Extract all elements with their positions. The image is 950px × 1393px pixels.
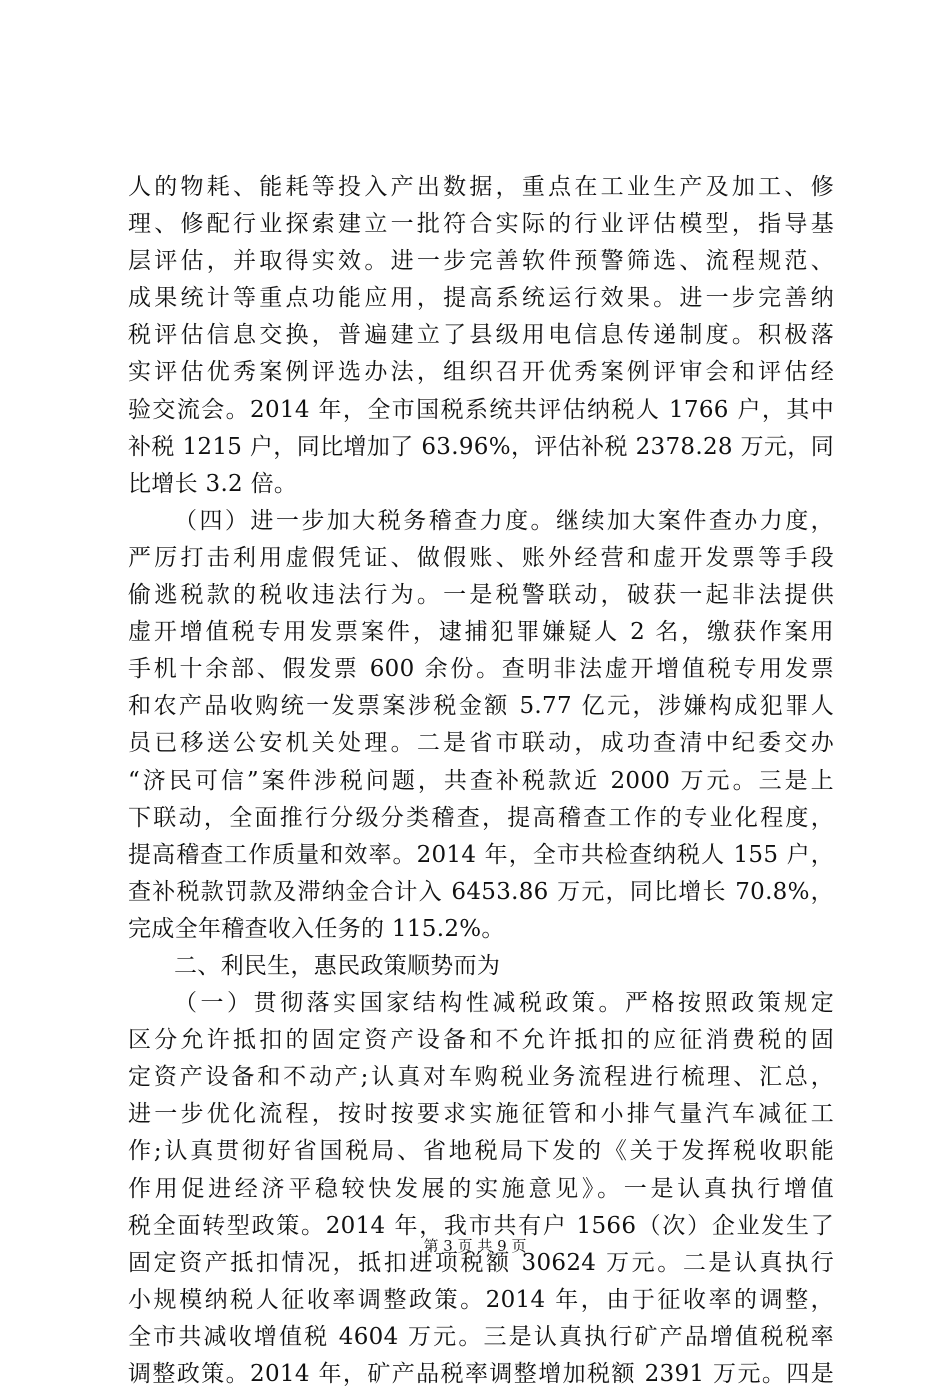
body-line: 验交流会。2014 年，全市国税系统共评估纳税人 1766 户，其中	[128, 396, 834, 423]
body-line: 比增长 3.2 倍。	[128, 470, 298, 497]
body-line: 作;认真贯彻好省国税局、省地税局下发的《关于发挥税收职能	[128, 1138, 834, 1165]
body-line: 严厉打击利用虚假凭证、做假账、账外经营和虚开发票等手段	[128, 544, 834, 571]
body-line: 作用促进经济平稳较快发展的实施意见》。一是认真执行增值	[128, 1175, 834, 1202]
body-line: 税评估信息交换，普遍建立了县级用电信息传递制度。积极落	[128, 322, 834, 349]
body-line: 小规模纳税人征收率调整政策。2014 年，由于征收率的调整，	[128, 1286, 834, 1313]
page-number: 第 3 页 共 9 页	[423, 1237, 527, 1255]
chapter-heading: 二、利民生，惠民政策顺势而为	[174, 952, 501, 979]
body-line: 偷逃税款的税收违法行为。一是税警联动，破获一起非法提供	[128, 582, 834, 609]
section-heading-line: （四）进一步加大税务稽查力度。继续加大案件查办力度，	[174, 507, 834, 534]
body-line: 理、修配行业探索建立一批符合实际的行业评估模型，指导基	[128, 211, 834, 238]
body-line: 员已移送公安机关处理。二是省市联动，成功查清中纪委交办	[128, 730, 834, 757]
body-line: 层评估，并取得实效。进一步完善软件预警筛选、流程规范、	[128, 248, 834, 275]
body-line: 进一步优化流程，按时按要求实施征管和小排气量汽车减征工	[128, 1101, 834, 1128]
document-body	[128, 169, 834, 1393]
body-line: 定资产设备和不动产;认真对车购税业务流程进行梳理、汇总，	[128, 1064, 834, 1091]
body-line: 完成全年稽查收入任务的 115.2%。	[128, 915, 505, 942]
body-line: “济民可信”案件涉税问题，共查补税款近 2000 万元。三是上	[128, 767, 834, 794]
body-line: 查补税款罚款及滞纳金合计入 6453.86 万元，同比增长 70.8%，	[128, 878, 834, 905]
body-line: 虚开增值税专用发票案件，逮捕犯罪嫌疑人 2 名，缴获作案用	[128, 619, 834, 646]
body-line: 和农产品收购统一发票案涉税金额 5.77 亿元，涉嫌构成犯罪人	[128, 693, 834, 720]
body-line: 人的物耗、能耗等投入产出数据，重点在工业生产及加工、修	[128, 174, 834, 200]
body-line: 区分允许抵扣的固定资产设备和不允许抵扣的应征消费税的固	[128, 1027, 834, 1054]
body-line: 下联动，全面推行分级分类稽查，提高稽查工作的专业化程度，	[128, 804, 834, 831]
body-line: 实评估优秀案例评选办法，组织召开优秀案例评审会和评估经	[128, 359, 834, 386]
body-line: 全市共减收增值税 4604 万元。三是认真执行矿产品增值税税率	[128, 1323, 834, 1350]
section-heading-line: （一）贯彻落实国家结构性减税政策。严格按照政策规定	[174, 990, 834, 1017]
body-line: 税全面转型政策。2014 年，我市共有户 1566（次）企业发生了	[128, 1212, 834, 1239]
page-footer	[0, 1236, 950, 1256]
body-line: 补税 1215 户，同比增加了 63.96%，评估补税 2378.28 万元，同	[128, 433, 834, 460]
body-line: 调整政策。2014 年，矿产品税率调整增加税额 2391 万元。四是	[128, 1361, 834, 1387]
body-line: 手机十余部、假发票 600 余份。查明非法虚开增值税专用发票	[128, 656, 834, 683]
body-line: 提高稽查工作质量和效率。2014 年，全市共检查纳税人 155 户，	[128, 841, 834, 868]
body-line: 成果统计等重点功能应用，提高系统运行效果。进一步完善纳	[128, 285, 834, 312]
body-line: 固定资产抵扣情况，抵扣进项税额 30624 万元。二是认真执行	[128, 1249, 834, 1276]
